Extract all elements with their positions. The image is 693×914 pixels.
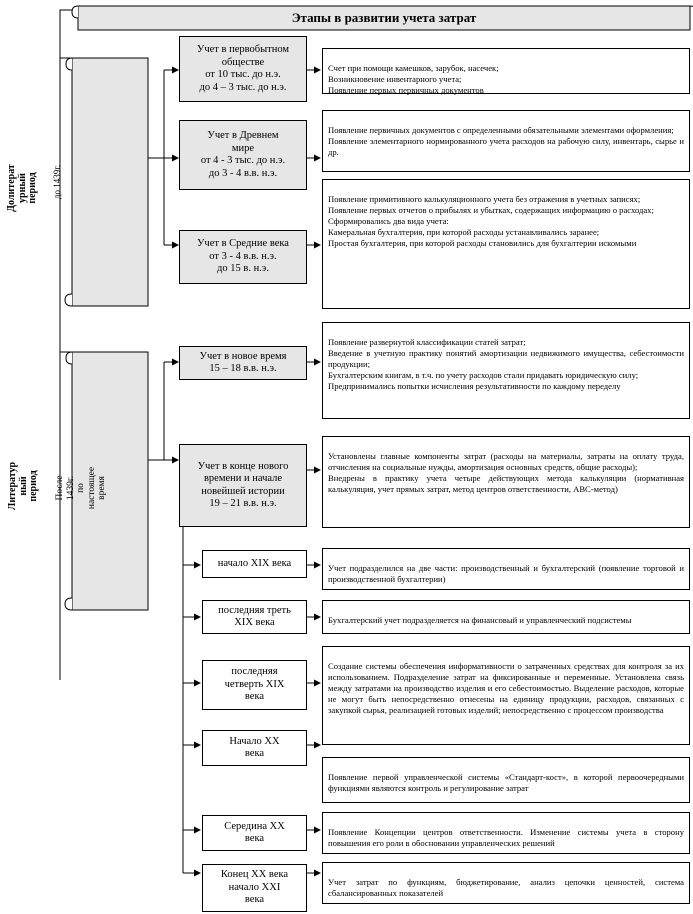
subperiod-box-4: Начало XX века (202, 730, 307, 766)
era-box-medieval: Учет в Средние века от 3 - 4 в.в. н.э. до 15 в. н.э. (179, 230, 307, 284)
era-box-new-time: Учет в новое время 15 – 18 в.в. н.э. (179, 346, 307, 380)
subperiod-desc-3: Создание системы обеспечения информативности о затраченных средствах для контроля за их использованием. Подразделение затрат на фиксированные и переменные. Установлена связь между затратами на производство изделия и его себестоимостью. Выделение расходов, которые не могут быть непосредственно отнесены на единицу продукции, расходов, связанных с закупкой сырья, реализацией готовых изделий; непосредственно с процессом производства (322, 646, 690, 745)
subperiod-desc-4: Появление первой управленческой системы «Стандарт-кост», в которой первоочередными функциями являются контроль и регулирование затрат (322, 757, 690, 803)
era-desc-ancient: Появление первичных документов с определенными обязательными элементами оформления; Появление элементарного нормированного учета расходов на рабочую силу, инвентарь, сырье и др. (322, 110, 690, 172)
era-box-ancient: Учет в Древнем мире от 4 - 3 тыс. до н.э. до 3 - 4 в.в. н.э. (179, 120, 307, 190)
period-2-sublabel: После 1439г. по настоящее время (55, 466, 107, 510)
subperiod-box-2: последняя треть XIX века (202, 600, 307, 634)
period-1-label: Долитерат урный период (6, 164, 38, 212)
period-2-label: Литератур ный период (7, 461, 39, 511)
era-box-primitive: Учет в первобытном обществе от 10 тыс. до н.э. до 4 – 3 тыс. до н.э. (179, 36, 307, 102)
period-1-scroll (65, 58, 148, 306)
subperiod-box-1: начало XIX века (202, 550, 307, 578)
period-1-sublabel: до 1439г. (52, 164, 62, 200)
page-title: Этапы в развитии учета затрат (291, 10, 477, 25)
era-box-modern: Учет в конце нового времени и начале новейшей истории 19 – 21 в.в. н.э. (179, 444, 307, 527)
subperiod-box-5: Середина XX века (202, 815, 307, 851)
era-desc-primitive: Счет при помощи камешков, зарубок, насечек; Возникновение инвентарного учета; Появление первых первичных документов (322, 48, 690, 94)
subperiod-desc-6: Учет затрат по функциям, бюджетирование, анализ цепочки ценностей, система сбалансированных показателей (322, 862, 690, 904)
era-desc-new-time: Появление развернутой классификации статей затрат; Введение в учетную практику понятий амортизации недвижимого имущества, себестоимости продукции; Бухгалтерским книгам, в т.ч. по учету расходов стали придавать юридическую силу; Предпринимались попытки исчисления результативности по каждому переделу (322, 322, 690, 419)
era-desc-modern: Установлены главные компоненты затрат (расходы на материалы, затраты на оплату труда, отчисления на социальные нужды, амортизация основных средств, общие расходы); Внедрены в практику учета четыре действующих метода калькуляции (нормативная калькуляция, учет прямых затрат, метод центров ответственности, АВС-метод) (322, 436, 690, 528)
subperiod-desc-1: Учет подразделился на две части: производственный и бухгалтерский (появление торговой и производственной бухгалтерии) (322, 548, 690, 590)
subperiod-box-3: последняя четверть XIX века (202, 660, 307, 710)
subperiod-box-6: Конец XX века начало XXI века (202, 864, 307, 912)
subperiod-desc-5: Появление Концепции центров ответственности. Изменение системы учета в сторону повышения его роли в обосновании управленческих решений (322, 812, 690, 854)
subperiod-desc-2: Бухгалтерский учет подразделяется на финансовый и управленческий подсистемы (322, 600, 690, 634)
era-desc-medieval: Появление примитивного калькуляционного учета без отражения в учетных записях; Появление первых отчетов о прибылях и убытках, содержащих информацию о расходах; Сформировались два вида учета: Камеральная бухгалтерия, при которой расходы устанавливались заранее; Простая бухгалтерия, при которой расходы становились для бухгалтерии искомыми (322, 179, 690, 309)
